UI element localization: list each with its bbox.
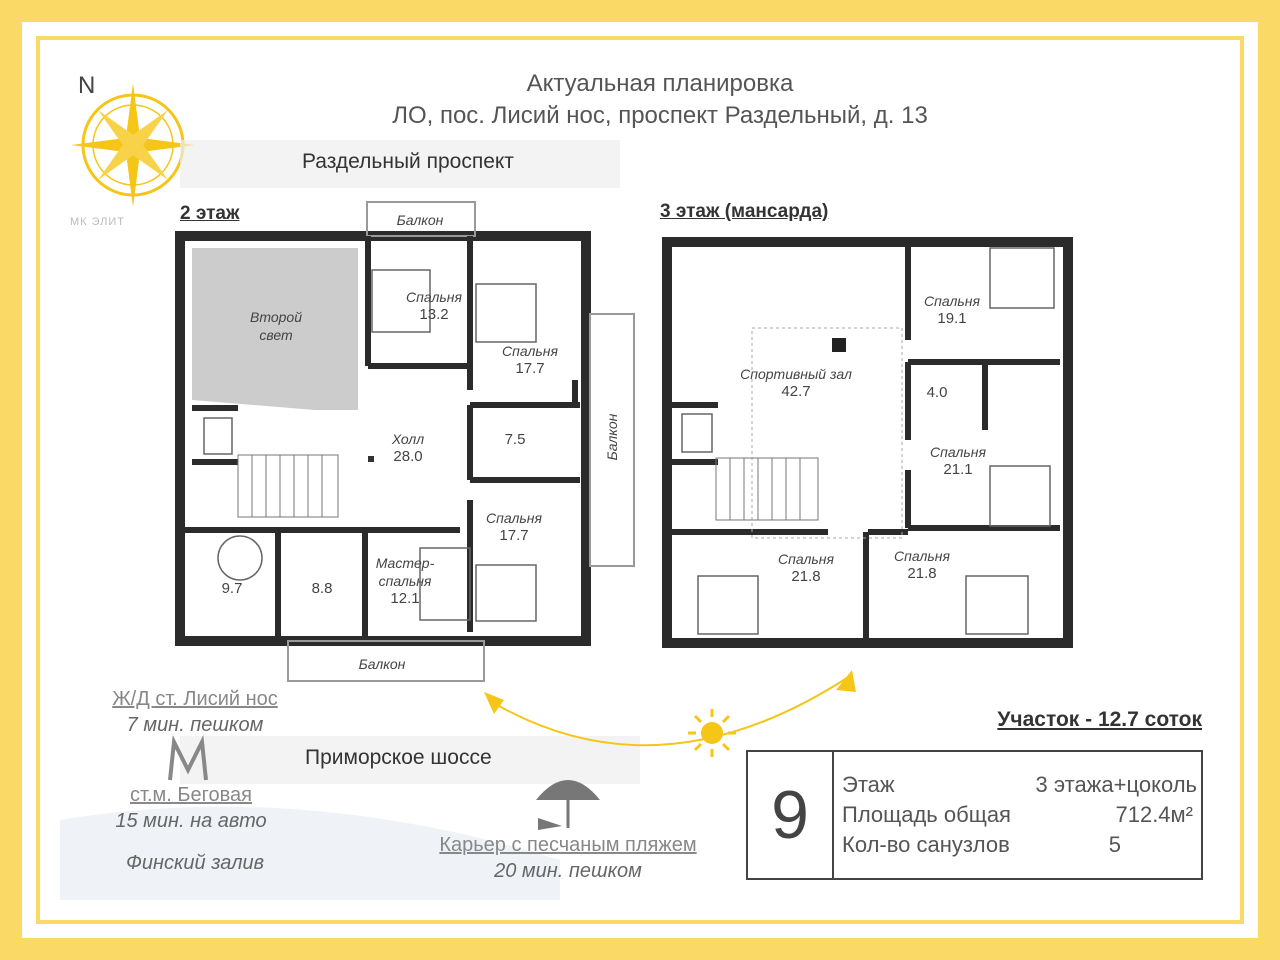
logo: МК ЭЛИТ bbox=[70, 216, 126, 228]
room-bedroom-17a: Спальня 17.7 bbox=[502, 343, 558, 377]
info-label-area: Площадь общая bbox=[842, 802, 1011, 827]
room-bedroom-21-1: Спальня 21.1 bbox=[930, 444, 986, 478]
street-bottom: Приморское шоссе bbox=[305, 746, 492, 769]
title-line2: ЛО, пос. Лисий нос, проспект Раздельный, д. 13 bbox=[392, 102, 928, 129]
room-balcony-bottom: Балкон bbox=[358, 656, 406, 672]
rail-station-time: 7 мин. пешком bbox=[126, 714, 264, 736]
info-value-bathrooms: 5 bbox=[1108, 832, 1121, 857]
house-number: 9 bbox=[748, 752, 834, 878]
info-value-area: 712.4м² bbox=[1115, 802, 1193, 827]
metro-link[interactable]: ст.м. Беговая bbox=[130, 784, 252, 806]
plot-size: Участок - 12.7 соток bbox=[997, 708, 1202, 731]
room-bedroom-17b: Спальня 17.7 bbox=[486, 510, 542, 544]
street-top: Раздельный проспект bbox=[302, 150, 514, 173]
room-bedroom-19: Спальня 19.1 bbox=[924, 293, 980, 327]
room-second-light: Второй свет bbox=[250, 309, 302, 343]
info-label-bathrooms: Кол-во санузлов bbox=[842, 832, 1010, 857]
room-balcony-right: Балкон bbox=[604, 413, 620, 461]
room-gym: Спортивный зал 42.7 bbox=[740, 366, 852, 400]
gulf-label: Финский залив bbox=[125, 852, 265, 874]
floor3-label: 3 этаж (мансарда) bbox=[660, 201, 829, 222]
info-table bbox=[746, 750, 1203, 880]
quarry-link[interactable]: Карьер с песчаным пляжем bbox=[439, 834, 697, 856]
room-balcony-top: Балкон bbox=[396, 212, 444, 228]
room-bedroom-21-8a: Спальня 21.8 bbox=[778, 551, 834, 585]
room-bath-9-7: 9.7 bbox=[221, 580, 243, 597]
north-label: N bbox=[78, 72, 96, 99]
room-master-bedroom: Мастер-спальня 12.1 bbox=[375, 555, 435, 607]
room-hall: Холл 28.0 bbox=[391, 431, 425, 465]
room-bath-4: 4.0 bbox=[926, 384, 948, 401]
floor3-plan bbox=[667, 242, 1068, 643]
rail-station-link[interactable]: Ж/Д ст. Лисий нос bbox=[112, 688, 278, 710]
beach-umbrella-icon bbox=[536, 780, 600, 830]
info-value-floors: 3 этажа+цоколь bbox=[1035, 772, 1197, 797]
compass-icon bbox=[71, 83, 195, 207]
metro-time: 15 мин. на авто bbox=[115, 810, 267, 832]
sun-icon bbox=[688, 709, 736, 757]
room-closet-8-8: 8.8 bbox=[311, 580, 333, 597]
room-bath-7-5: 7.5 bbox=[504, 431, 526, 448]
floor2-label: 2 этаж bbox=[180, 203, 240, 224]
room-bedroom-13: Спальня 13.2 bbox=[406, 289, 462, 323]
title-line1: Актуальная планировка bbox=[526, 70, 794, 97]
room-bedroom-21-8b: Спальня 21.8 bbox=[894, 548, 950, 582]
info-label-floors: Этаж bbox=[842, 772, 895, 797]
quarry-time: 20 мин. пешком bbox=[494, 860, 642, 882]
